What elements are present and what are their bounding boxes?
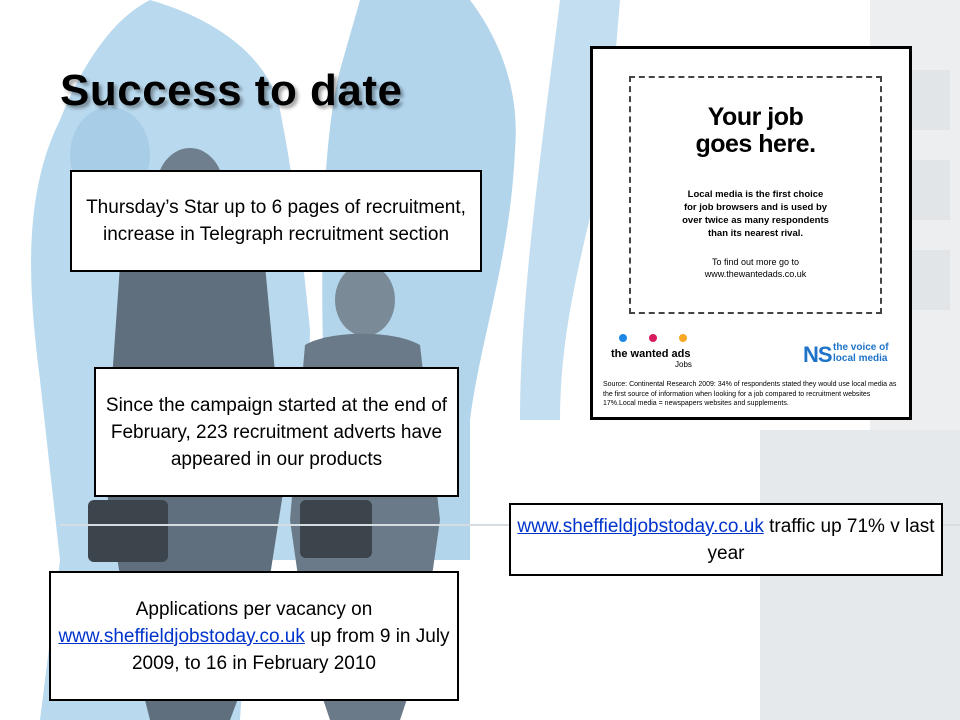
wanted-ads-stars-icon bbox=[617, 332, 697, 344]
advert-body-line-2: for job browsers and is used by bbox=[683, 202, 828, 213]
campaign-adverts-text: Since the campaign started at the end of February, 223 recruitment adverts have appeared in our products bbox=[105, 394, 448, 470]
advert-headline-line-2: goes here. bbox=[695, 130, 816, 158]
advert-find-out-more bbox=[631, 256, 880, 280]
advert-find-line-1: To find out more go to bbox=[711, 257, 800, 267]
advert-body-line-3: over twice as many respondents bbox=[682, 215, 829, 226]
traffic-text: traffic up 71% v last year bbox=[707, 515, 935, 564]
applications-textbox bbox=[49, 571, 459, 701]
wanted-ads-logo-sub: Jobs bbox=[675, 360, 692, 369]
campaign-adverts-textbox bbox=[94, 367, 459, 497]
wanted-ads-logo-text: the wanted ads bbox=[611, 348, 691, 360]
traffic-textbox bbox=[509, 503, 943, 576]
advert-headline bbox=[631, 104, 880, 158]
sheffieldjobstoday-link[interactable]: www.sheffieldjobstoday.co.uk bbox=[517, 515, 764, 537]
advert-headline-line-1: Your job bbox=[707, 103, 804, 131]
advert-find-line-2: www.thewantedads.co.uk bbox=[704, 269, 807, 279]
recruitment-pages-textbox bbox=[70, 170, 482, 272]
applications-text-before: Applications per vacancy on bbox=[135, 598, 373, 620]
advert-dashed-frame bbox=[629, 76, 882, 314]
ns-logo-mark: NS bbox=[803, 342, 832, 367]
sheffieldjobstoday-link-2[interactable]: www.sheffieldjobstoday.co.uk bbox=[58, 625, 305, 647]
job-advert-image bbox=[590, 46, 912, 420]
advert-logos bbox=[611, 332, 897, 372]
advert-body bbox=[631, 188, 880, 240]
ns-logo-text bbox=[833, 342, 889, 364]
applications-text-after: up from 9 in July 2009, to 16 in February 2010 bbox=[131, 625, 450, 674]
advert-source-note: Source: Continental Research 2009: 34% of respondents stated they would use local media as the first source of information when looking for a job compared to recruitment websites 17%.Local media = newspapers websites and supplements. bbox=[603, 381, 897, 407]
applications-paragraph bbox=[51, 596, 457, 677]
recruitment-pages-text: Thursday’s Star up to 6 pages of recruitment, increase in Telegraph recruitment section bbox=[86, 197, 466, 245]
advert-body-line-4: than its nearest rival. bbox=[707, 228, 804, 239]
ns-logo-line-2: local media bbox=[833, 353, 888, 364]
ns-logo-line-1: the voice of bbox=[833, 342, 889, 353]
advert-body-line-1: Local media is the first choice bbox=[687, 189, 824, 200]
slide-title: Success to date bbox=[60, 66, 403, 115]
traffic-paragraph bbox=[511, 513, 941, 567]
